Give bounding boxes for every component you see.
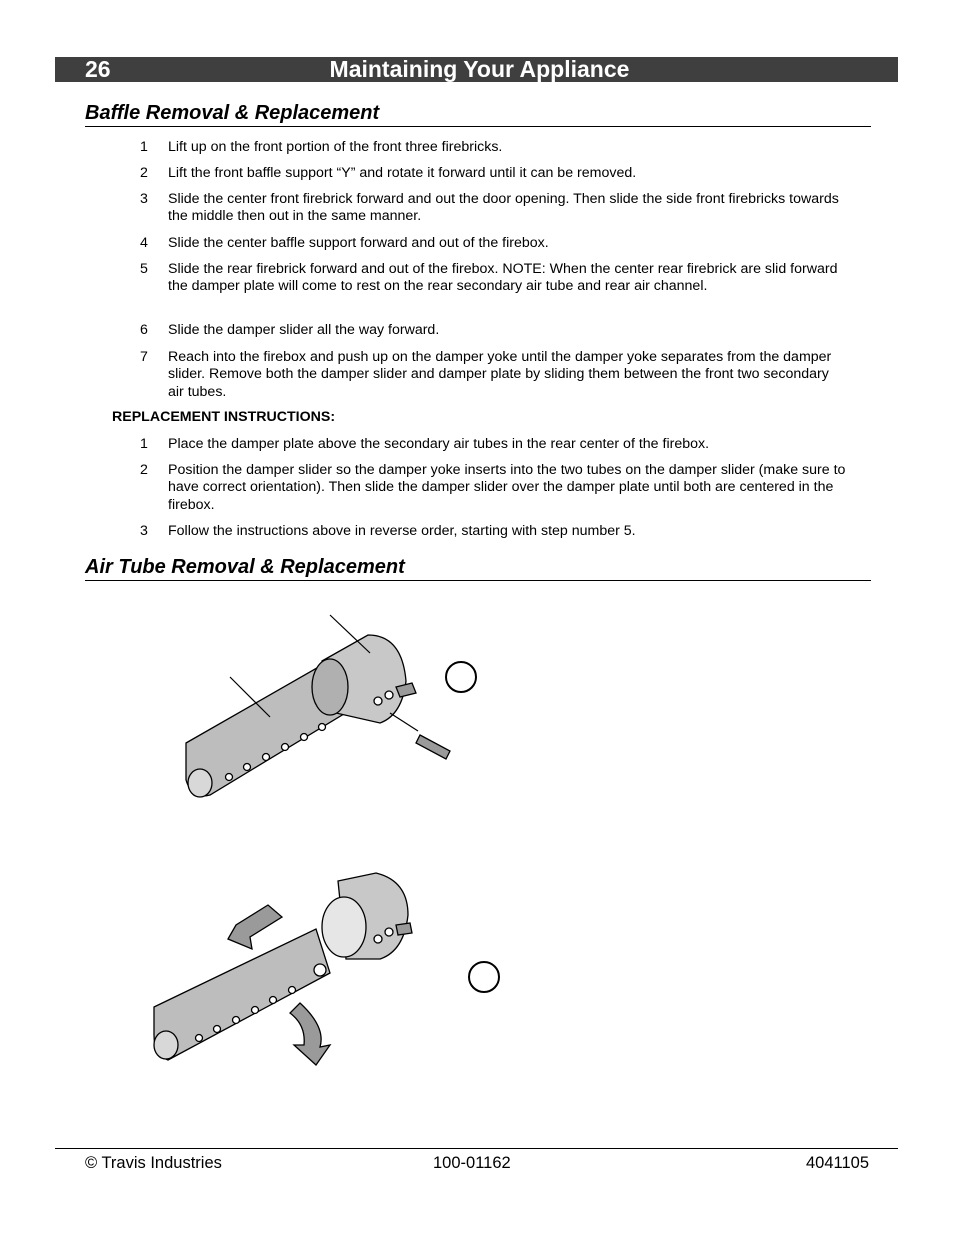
callout-circle [446, 662, 476, 692]
step-number: 1 [140, 139, 148, 155]
step-number: 1 [140, 436, 148, 452]
baffle-section-heading: Baffle Removal & Replacement [85, 100, 871, 127]
step-text: Lift the front baffle support “Y” and rotate it forward until it can be removed. [168, 165, 637, 181]
step-number: 5 [140, 261, 148, 277]
callout-circle [469, 962, 499, 992]
air-tube-diagram [140, 595, 560, 1095]
step-text: Slide the center front firebrick forward and out the door opening. Then slide the side front firebricks towards the middle then out in the same manner. [168, 191, 839, 225]
footer-rule [55, 1148, 898, 1149]
step-text: Slide the center baffle support forward and out of the firebox. [168, 235, 549, 251]
step-text: Place the damper plate above the secondary air tubes in the rear center of the firebox. [168, 436, 710, 452]
step-text: Reach into the firebox and push up on the damper yoke until the damper yoke separates from the damper slider. Remove both the damper slider and damper plate by sliding them between the front two secondary air tubes. [168, 349, 832, 400]
step-number: 4 [140, 235, 148, 251]
step-number: 7 [140, 349, 148, 365]
step-text: Follow the instructions above in reverse order, starting with step number 5. [168, 523, 636, 539]
step-text: Lift up on the front portion of the front three firebricks. [168, 139, 503, 155]
step-number: 2 [140, 462, 148, 478]
page-header-bar [55, 57, 898, 82]
page-title: Maintaining Your Appliance [329, 56, 630, 82]
step-number: 2 [140, 165, 148, 181]
step-number: 6 [140, 322, 148, 338]
step-number: 3 [140, 523, 148, 539]
footer-copyright: © Travis Industries [85, 1154, 222, 1172]
air-tube-section-heading: Air Tube Removal & Replacement [85, 554, 871, 581]
replacement-instructions-heading: REPLACEMENT INSTRUCTIONS: [112, 409, 336, 425]
step-number: 3 [140, 191, 148, 207]
page-number: 26 [85, 56, 111, 82]
air-tube-disassembled-illustration [154, 873, 412, 1060]
air-tube-assembled-illustration [186, 635, 450, 797]
step-text: Slide the damper slider all the way forward. [168, 322, 440, 338]
footer-date-code: 4041105 [805, 1154, 869, 1172]
footer-document-number: 100-01162 [433, 1154, 511, 1172]
step-text: Position the damper slider so the damper yoke inserts into the two tubes on the damper slider (make sure to have correct orientation). Then slide the damper slider over the damper plate until both are centered in the firebox. [168, 462, 846, 513]
step-text: Slide the rear firebrick forward and out of the firebox. NOTE: When the center rear firebrick are slid forward the damper plate will come to rest on the rear secondary air tube and rear air channel. [168, 261, 838, 295]
